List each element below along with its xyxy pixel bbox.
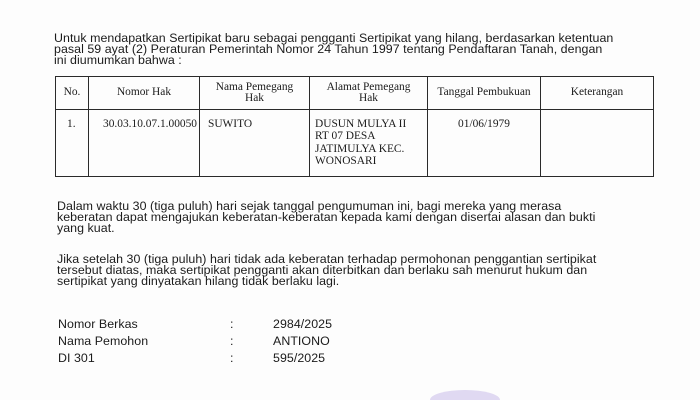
cell-nomor-hak: 30.03.10.07.1.00050: [89, 110, 200, 177]
paragraph-line: tersebut diatas, maka sertipikat pengganti akan diterbitkan dan berlaku sah menurut hukum dan: [57, 263, 588, 277]
table-row: [56, 110, 654, 177]
info-label: Nama Pemohon: [58, 334, 149, 348]
paragraph-line: Dalam waktu 30 (tiga puluh) hari sejak tanggal pengumuman ini, bagi mereka yang merasa: [57, 199, 562, 213]
header-alamat-pemegang: Alamat Pemegang Hak: [310, 77, 428, 110]
info-label: DI 301: [58, 351, 95, 365]
stamp-mark: [430, 390, 500, 400]
header-tanggal-pembukuan: Tanggal Pembukuan: [428, 77, 541, 110]
intro-paragraph: [54, 33, 654, 66]
table-header-row: [56, 77, 654, 110]
intro-line: Untuk mendapatkan Sertipikat baru sebagai pengganti Sertipikat yang hilang, berdasarkan ketentuan: [54, 31, 614, 45]
info-colon: :: [230, 317, 234, 331]
cell-tanggal-pembukuan: 01/06/1979: [428, 110, 541, 177]
cell-alamat-pemegang: DUSUN MULYA II RT 07 DESA JATIMULYA KEC. WONOSARI: [310, 110, 428, 177]
paragraph-line: keberatan dapat mengajukan keberatan-keberatan kepada kami dengan disertai alasan dan bukti: [57, 210, 596, 224]
header-nama-pemegang: Nama Pemegang Hak: [200, 77, 310, 110]
objection-paragraph: [57, 201, 657, 234]
cell-keterangan: [541, 110, 654, 177]
header-keterangan: Keterangan: [541, 77, 654, 110]
info-value: 2984/2025: [273, 317, 333, 331]
certificate-table: [55, 76, 654, 177]
paragraph-line: sertipikat yang dinyatakan hilang tidak berlaku lagi.: [57, 274, 340, 288]
header-nomor-hak: Nomor Hak: [89, 77, 200, 110]
paragraph-line: Jika setelah 30 (tiga puluh) hari tidak ada keberatan terhadap permohonan penggantian sertipikat: [57, 252, 597, 266]
header-no: No.: [56, 77, 89, 110]
replacement-paragraph: [57, 254, 657, 287]
cell-nama-pemegang: SUWITO: [200, 110, 310, 177]
cell-no: 1.: [56, 110, 89, 177]
info-colon: :: [230, 334, 234, 348]
intro-line: ini diumumkan bahwa :: [54, 53, 182, 67]
info-colon: :: [230, 351, 234, 365]
intro-line: pasal 59 ayat (2) Peraturan Pemerintah Nomor 24 Tahun 1997 tentang Pendaftaran Tanah, dengan: [54, 42, 603, 56]
info-value: 595/2025: [273, 351, 326, 365]
info-value: ANTIONO: [273, 334, 330, 348]
info-label: Nomor Berkas: [58, 317, 138, 331]
paragraph-line: yang kuat.: [57, 221, 115, 235]
